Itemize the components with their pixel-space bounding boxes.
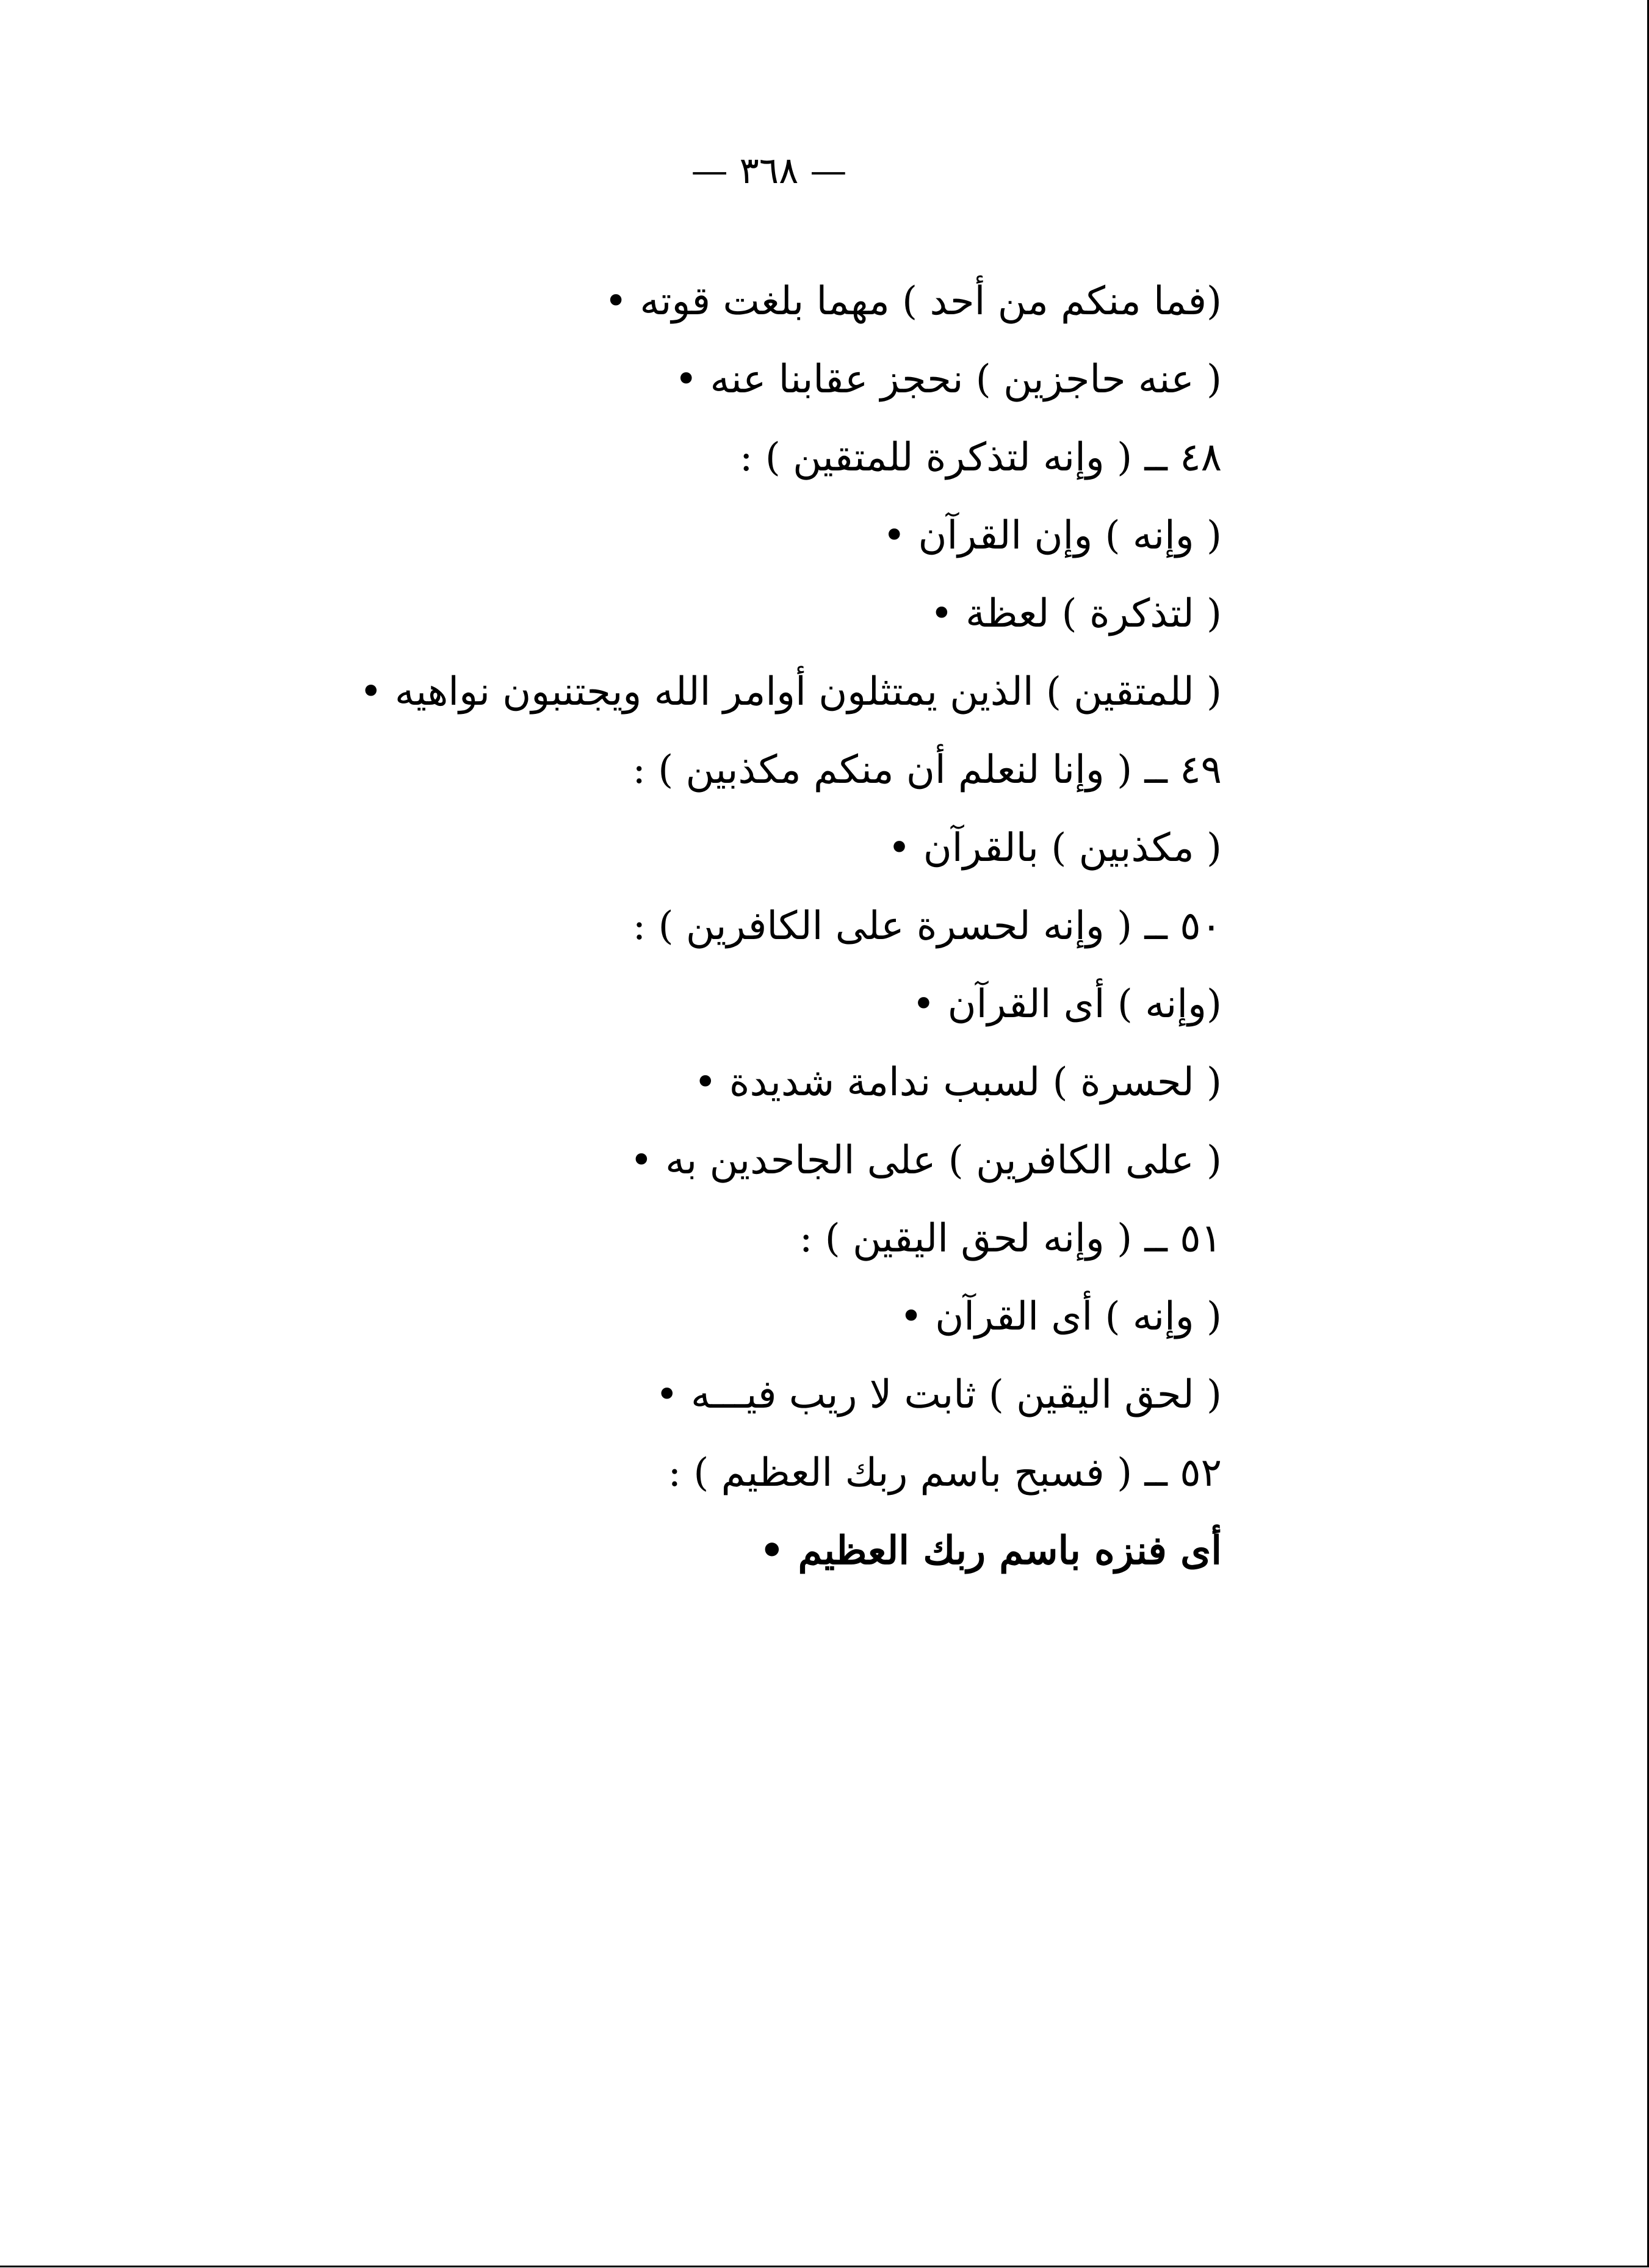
text-line: ( لحسرة ) لسبب ندامة شديدة • bbox=[693, 1060, 1222, 1105]
text-line: ( مكذبين ) بالقرآن • bbox=[887, 826, 1222, 871]
verse-heading: ٥١ ــ ( وإنه لحق اليقين ) : bbox=[799, 1216, 1222, 1261]
verse-heading: ٤٩ ــ ( وإنا لنعلم أن منكم مكذبين ) : bbox=[632, 747, 1222, 793]
text-line: ( للمتقين ) الذين يمتثلون أوامر الله ويجتنبون نواهيه • bbox=[359, 669, 1222, 715]
text-line: ( وإنه ) وإن القرآن • bbox=[882, 513, 1222, 558]
text-line: (فما منكم من أحد ) مهما بلغت قوته • bbox=[604, 279, 1222, 324]
document-body bbox=[355, 262, 1222, 1590]
text-line: ( عنه حاجزين ) نحجز عقابنا عنه • bbox=[674, 357, 1222, 402]
text-line: (وإنه ) أى القرآن • bbox=[912, 982, 1222, 1027]
verse-heading: ٥٠ ــ ( وإنه لحسرة على الكافرين ) : bbox=[632, 904, 1222, 949]
text-line: ( لحق اليقين ) ثابت لا ريب فيـــه • bbox=[655, 1372, 1222, 1417]
text-line: ( على الكافرين ) على الجاحدين به • bbox=[630, 1138, 1222, 1183]
text-line: ( وإنه ) أى القرآن • bbox=[900, 1294, 1222, 1339]
text-line: ( لتذكرة ) لعظة • bbox=[930, 591, 1222, 636]
verse-heading: ٤٨ ــ ( وإنه لتذكرة للمتقين ) : bbox=[739, 435, 1222, 480]
page-number: — ٣٦٨ — bbox=[691, 149, 847, 192]
verse-heading: ٥٢ ــ ( فسبح باسم ربك العظيم ) : bbox=[668, 1450, 1222, 1496]
text-line: أى فنزه باسم ربك العظيم • bbox=[759, 1528, 1222, 1574]
